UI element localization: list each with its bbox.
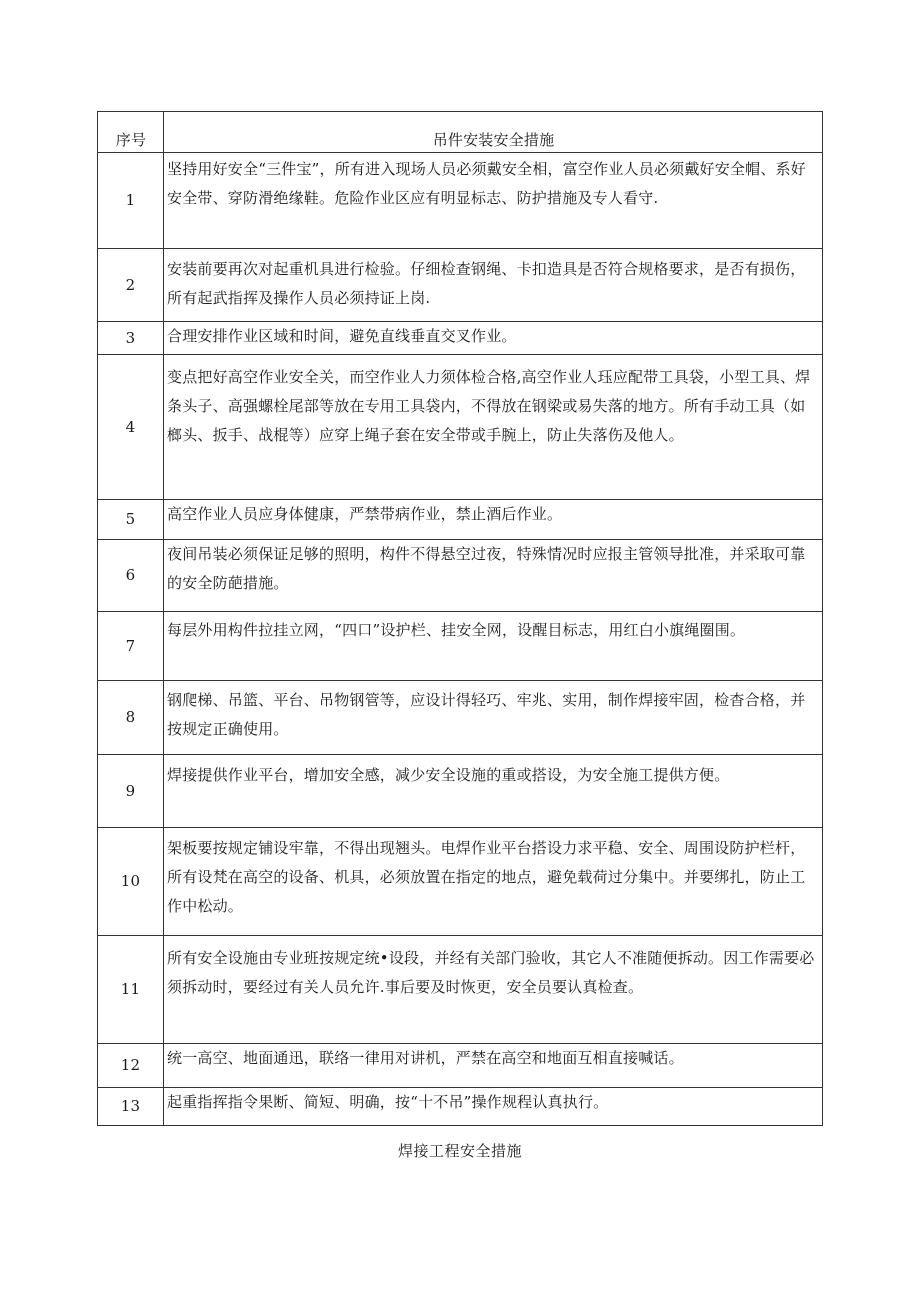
row-text: [164, 500, 823, 540]
row-text-content: 钢爬梯、吊篮、平台、吊物钢管等，应设计得轻巧、牢兆、实用，制作焊接牢固，检杳合格，并按规定正确使用。: [167, 691, 806, 738]
row-text: [164, 1088, 823, 1126]
row-text: [164, 936, 823, 1044]
row-text-content: 所有安全设施由专业班按规定统•设段，并经有关部门验收，其它人不准随便拆动。因工作需要必须拆动时，要经过有关人员允许.事后要及时恢更，安全员要认真检查。: [167, 949, 815, 996]
row-text: [164, 355, 823, 500]
table-row: [98, 153, 823, 249]
row-index: 4: [98, 355, 164, 500]
table-row: [98, 1088, 823, 1126]
row-index: 10: [98, 828, 164, 936]
table-row: [98, 249, 823, 322]
row-text: [164, 828, 823, 936]
row-index: 13: [98, 1088, 164, 1126]
table-row: [98, 500, 823, 540]
row-text: [164, 249, 823, 322]
row-text-content: 高空作业人员应身体健康，严禁带病作业，禁止酒后作业。: [167, 505, 563, 523]
table-row: [98, 355, 823, 500]
row-text: [164, 1044, 823, 1088]
safety-measures-table: [97, 111, 823, 1126]
row-text-content: 每层外用构件拉挂立网，“四口”设护栏、挂安全网，设醒目标志，用红白小旗绳圈围。: [167, 621, 746, 639]
row-index: 3: [98, 322, 164, 355]
table-row: [98, 540, 823, 612]
section-title: 焊接工程安全措施: [397, 1142, 522, 1160]
row-text-content: 安装前要再次对起重机具进行检验。仔细检查钢绳、卡扣造具是否符合规格要求，是否有损伤，所有起武指挥及操作人员必须持证上岗.: [167, 260, 806, 307]
table-row: [98, 322, 823, 355]
row-index: 7: [98, 612, 164, 681]
header-title: 吊件安装安全措施: [164, 112, 823, 153]
row-text-content: 变点把好高空作业安全关，而空作业人力须体检合格,高空作业人珏应配带工具袋，小型工具、焊条头子、高强螺栓尾部等放在专用工具袋内，不得放在钢梁或易失落的地方。所有手动工具（如榔头、扳手、战棍等）应穿上绳子套在安全带或手腕上，防止失落伤及他人。: [167, 368, 811, 444]
row-text: [164, 681, 823, 755]
row-index: 6: [98, 540, 164, 612]
row-index: 2: [98, 249, 164, 322]
row-text: [164, 540, 823, 612]
row-index: 1: [98, 153, 164, 249]
row-text: [164, 612, 823, 681]
row-index: 11: [98, 936, 164, 1044]
row-text-content: 起重指挥指令果断、简短、明确，按“十不吊”操作规程认真执行。: [167, 1093, 609, 1111]
table-row: [98, 755, 823, 828]
row-text: [164, 755, 823, 828]
row-index: 9: [98, 755, 164, 828]
row-text-content: 焊接提供作业平台，增加安全感，减少安全设施的重或搭设，为安全施工提供方便。: [167, 766, 730, 784]
row-text: [164, 153, 823, 249]
header-index: 序号: [98, 112, 164, 153]
row-index: 12: [98, 1044, 164, 1088]
row-text-content: 架板要按规定铺设牢靠，不得出现翘头。电焊作业平台搭设力求平稳、安全、周围设防护栏杆，所有设梵在高空的设备、机具，必须放置在指定的地点，避免载荷过分集中。并要绑扎，防止工作中松动。: [167, 839, 806, 915]
row-text-content: 合理安排作业区域和时间，避免直线垂直交叉作业。: [167, 327, 517, 345]
row-text-content: 坚持用好安全“三件宝”，所有进入现场人员必须戴安全相，富空作业人员必须戴好安全帽、系好安全带、穿防滑绝缘鞋。危险作业区应有明显标志、防护措施及专人看守.: [167, 160, 806, 207]
table-row: [98, 936, 823, 1044]
row-text-content: 夜间吊装必须保证足够的照明，构件不得悬空过夜，特殊情况时应报主管领导批准，并采取可靠的安全防葩措施。: [167, 545, 806, 592]
table-row: [98, 612, 823, 681]
row-index: 8: [98, 681, 164, 755]
table-row: [98, 681, 823, 755]
table-row: [98, 1044, 823, 1088]
row-text-content: 统一高空、地面通迅，联络一律用对讲机，严禁在高空和地面互相直接喊话。: [167, 1049, 684, 1067]
row-index: 5: [98, 500, 164, 540]
row-text: [164, 322, 823, 355]
table-row: [98, 828, 823, 936]
table-header-row: [98, 112, 823, 153]
